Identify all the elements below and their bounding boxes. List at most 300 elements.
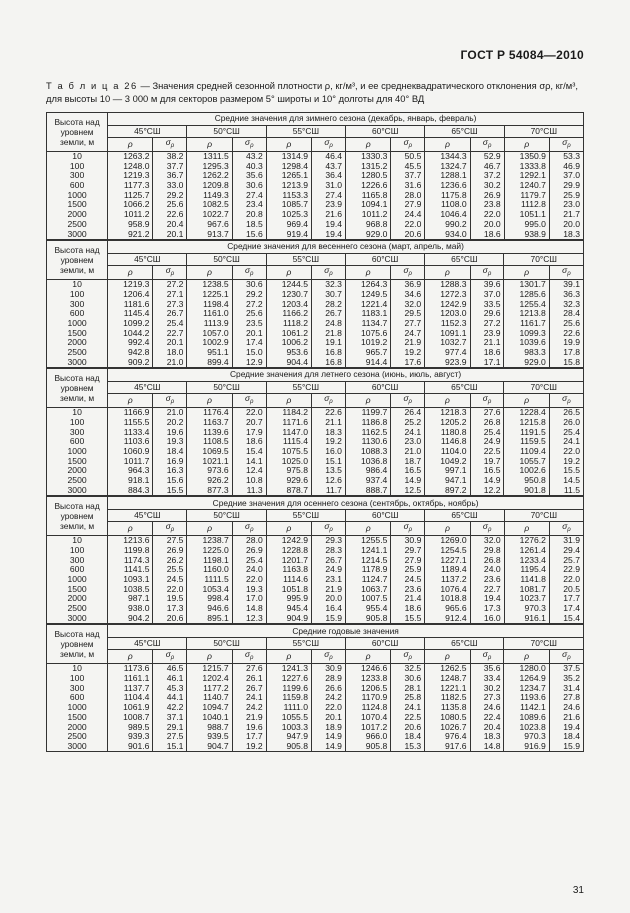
sigma-cell: 46.4 xyxy=(312,151,346,161)
rho-cell: 1288.3 xyxy=(425,280,470,290)
sigma-cell: 37.1 xyxy=(153,713,187,723)
rho-cell: 1069.5 xyxy=(187,447,232,457)
altitude-cell: 300 xyxy=(47,684,108,694)
altitude-cell: 2000 xyxy=(47,466,108,476)
altitude-cell: 2000 xyxy=(47,722,108,732)
rho-cell: 1176.4 xyxy=(187,408,232,418)
rho-cell: 953.6 xyxy=(266,348,311,358)
rho-cell: 1104.4 xyxy=(108,693,153,703)
rho-cell: 1093.1 xyxy=(108,575,153,585)
rho-cell: 912.4 xyxy=(425,614,470,624)
rho-cell: 938.0 xyxy=(108,604,153,614)
rho-cell: 878.7 xyxy=(266,486,311,496)
sigma-subscript: ρ xyxy=(408,142,413,149)
rho-cell: 1225.1 xyxy=(187,290,232,300)
sigma-cell: 22.0 xyxy=(391,220,425,230)
sigma-cell: 31.9 xyxy=(549,536,583,546)
sigma-subscript: ρ xyxy=(250,654,254,661)
altitude-cell: 100 xyxy=(47,546,108,556)
rho-cell: 1264.3 xyxy=(345,280,390,290)
rho-cell: 1234.7 xyxy=(504,684,549,694)
sigma-symbol: σ xyxy=(482,264,488,275)
sigma-subscript: ρ xyxy=(567,526,571,533)
sigma-subscript: ρ xyxy=(567,654,571,661)
rho-cell: 1104.0 xyxy=(425,447,470,457)
sigma-cell: 23.6 xyxy=(391,585,425,595)
sigma-symbol: σ xyxy=(244,648,251,659)
rho-cell: 1242.9 xyxy=(425,299,470,309)
altitude-cell: 600 xyxy=(47,693,108,703)
rho-cell: 965.7 xyxy=(345,348,390,358)
latitude-header: 70°СШ xyxy=(504,638,584,650)
rho-cell: 1206.5 xyxy=(345,684,390,694)
sigma-cell: 22.6 xyxy=(311,408,345,418)
rho-cell: 1159.8 xyxy=(266,693,311,703)
rho-header: ρ xyxy=(108,137,153,151)
rho-cell: 1109.4 xyxy=(504,447,549,457)
sigma-symbol: σ xyxy=(245,520,251,531)
sigma-symbol: σ xyxy=(482,520,488,531)
rho-cell: 939.5 xyxy=(187,732,232,742)
rho-cell: 929.0 xyxy=(504,358,549,368)
sigma-cell: 18.3 xyxy=(311,427,345,437)
latitude-header: 60°СШ xyxy=(345,638,424,650)
rho-cell: 1311.5 xyxy=(187,151,232,161)
sigma-header xyxy=(153,521,187,535)
rho-cell: 969.4 xyxy=(266,220,311,230)
sigma-cell: 19.4 xyxy=(549,722,583,732)
rho-cell: 1162.5 xyxy=(345,427,390,437)
rho-cell: 964.3 xyxy=(108,466,153,476)
sigma-cell: 30.9 xyxy=(391,536,425,546)
sigma-subscript: ρ xyxy=(170,526,175,533)
sigma-header xyxy=(470,137,504,151)
rho-cell: 1140.7 xyxy=(187,693,232,703)
sigma-cell: 19.5 xyxy=(153,594,187,604)
sigma-cell: 15.8 xyxy=(549,358,583,368)
rho-cell: 901.8 xyxy=(504,486,549,496)
rho-cell: 1066.2 xyxy=(108,200,153,210)
sigma-cell: 28.3 xyxy=(312,546,346,556)
sigma-cell: 24.0 xyxy=(470,565,504,575)
rho-cell: 1226.6 xyxy=(346,181,391,191)
latitude-header: 65°СШ xyxy=(425,638,504,650)
sigma-cell: 21.6 xyxy=(549,713,583,723)
table-section xyxy=(46,368,584,496)
rho-cell: 1161.0 xyxy=(187,309,232,319)
sigma-cell: 39.6 xyxy=(470,280,504,290)
sigma-cell: 30.2 xyxy=(470,684,504,694)
rho-cell: 1171.6 xyxy=(266,418,311,428)
sigma-cell: 46.5 xyxy=(153,664,187,674)
rho-header: ρ xyxy=(266,521,311,535)
rho-cell: 1170.9 xyxy=(345,693,390,703)
sigma-header xyxy=(232,137,266,151)
sigma-cell: 22.0 xyxy=(470,210,504,220)
sigma-subscript: ρ xyxy=(487,654,492,661)
rho-header: ρ xyxy=(108,649,153,663)
sigma-cell: 31.6 xyxy=(391,181,425,191)
rho-cell: 1280.0 xyxy=(504,664,549,674)
sigma-cell: 12.5 xyxy=(391,486,425,496)
sigma-cell: 37.0 xyxy=(549,171,583,181)
sigma-cell: 30.2 xyxy=(470,181,504,191)
rho-cell: 1221.1 xyxy=(425,684,470,694)
sigma-cell: 18.3 xyxy=(470,732,504,742)
rho-cell: 1219.3 xyxy=(108,280,153,290)
table-row xyxy=(47,713,584,723)
rho-cell: 1166.2 xyxy=(266,309,311,319)
rho-header: ρ xyxy=(345,649,390,663)
sigma-cell: 29.4 xyxy=(549,546,583,556)
sigma-subscript: ρ xyxy=(408,654,412,661)
rho-cell: 1189.4 xyxy=(425,565,470,575)
sigma-cell: 17.9 xyxy=(232,427,266,437)
section-title: Средние значения для летнего сезона (июнь, июль, август) xyxy=(108,369,584,382)
rho-cell: 1206.4 xyxy=(108,290,153,300)
rho-cell: 1063.7 xyxy=(346,585,391,595)
rho-cell: 1248.0 xyxy=(108,162,153,172)
rho-cell: 939.3 xyxy=(108,732,153,742)
sigma-cell: 20.0 xyxy=(549,220,583,230)
sigma-cell: 14.1 xyxy=(232,457,266,467)
altitude-cell: 100 xyxy=(47,162,108,172)
rho-cell: 1264.9 xyxy=(504,674,549,684)
sigma-cell: 21.0 xyxy=(153,358,187,368)
sigma-cell: 16.4 xyxy=(312,604,346,614)
rho-cell: 1201.7 xyxy=(266,556,311,566)
rho-cell: 899.4 xyxy=(187,358,232,368)
rho-cell: 950.8 xyxy=(504,476,549,486)
caption-line2: для высоты 10 — 3 000 м для секторов размером 5° широты и 10° долготы для 40° ВД xyxy=(46,92,425,104)
sigma-cell: 15.4 xyxy=(232,447,266,457)
sigma-symbol: σ xyxy=(165,136,171,147)
rho-cell: 1254.5 xyxy=(425,546,470,556)
rho-cell: 884.3 xyxy=(108,486,153,496)
sigma-cell: 26.7 xyxy=(312,556,346,566)
sigma-cell: 13.5 xyxy=(311,466,345,476)
sigma-cell: 18.6 xyxy=(470,229,504,239)
sigma-symbol: σ xyxy=(403,392,409,403)
rho-cell: 914.4 xyxy=(345,358,390,368)
rho-header: ρ xyxy=(425,137,470,151)
sigma-cell: 24.1 xyxy=(391,703,425,713)
sigma-cell: 24.2 xyxy=(311,693,345,703)
sigma-cell: 20.6 xyxy=(391,229,425,239)
sigma-cell: 20.1 xyxy=(232,328,266,338)
sigma-symbol: σ xyxy=(482,392,488,403)
rho-cell: 923.9 xyxy=(425,358,470,368)
rho-cell: 1025.3 xyxy=(266,210,311,220)
altitude-cell: 1500 xyxy=(47,585,108,595)
rho-cell: 1134.7 xyxy=(345,319,390,329)
sigma-cell: 45.3 xyxy=(153,684,187,694)
sigma-cell: 50.5 xyxy=(391,151,425,161)
rho-cell: 1198.4 xyxy=(187,299,232,309)
sigma-cell: 33.0 xyxy=(153,181,187,191)
rho-cell: 975.8 xyxy=(266,466,311,476)
sigma-cell: 14.9 xyxy=(470,476,504,486)
altitude-cell: 1500 xyxy=(47,200,108,210)
sigma-cell: 19.7 xyxy=(470,457,504,467)
altitude-cell: 100 xyxy=(47,674,108,684)
sigma-cell: 19.4 xyxy=(470,594,504,604)
standard-header: ГОСТ Р 54084—2010 xyxy=(460,48,584,62)
rho-cell: 905.8 xyxy=(346,614,391,624)
rho-cell: 1174.3 xyxy=(108,556,153,566)
table-row xyxy=(47,614,584,624)
rho-cell: 1125.7 xyxy=(108,191,153,201)
rho-cell: 1082.5 xyxy=(187,200,232,210)
sigma-cell: 26.5 xyxy=(549,408,583,418)
rho-cell: 1238.5 xyxy=(187,280,232,290)
latitude-header: 45°СШ xyxy=(108,510,187,522)
rho-cell: 1060.9 xyxy=(108,447,153,457)
rho-cell: 942.8 xyxy=(108,348,153,358)
sigma-cell: 46.9 xyxy=(549,162,583,172)
sigma-symbol: σ xyxy=(245,136,251,147)
sigma-symbol: σ xyxy=(403,648,409,659)
sigma-symbol: σ xyxy=(165,520,171,531)
sigma-header xyxy=(549,393,583,407)
rho-cell: 905.8 xyxy=(345,742,390,752)
table-section xyxy=(46,496,584,624)
sigma-cell: 20.1 xyxy=(153,229,187,239)
latitude-header: 65°СШ xyxy=(425,126,504,138)
sigma-header xyxy=(311,265,345,279)
rho-cell: 1044.2 xyxy=(108,328,153,338)
sigma-cell: 20.1 xyxy=(311,713,345,723)
rho-cell: 1075.6 xyxy=(345,328,390,338)
sigma-cell: 22.0 xyxy=(549,447,583,457)
altitude-cell: 300 xyxy=(47,299,108,309)
rho-cell: 1236.6 xyxy=(425,181,470,191)
sigma-cell: 18.4 xyxy=(153,447,187,457)
rho-cell: 1199.8 xyxy=(108,546,153,556)
sigma-cell: 21.1 xyxy=(470,338,504,348)
sigma-symbol: σ xyxy=(165,648,171,659)
rho-cell: 1111.0 xyxy=(266,703,311,713)
sigma-cell: 21.4 xyxy=(391,594,425,604)
rho-cell: 1135.8 xyxy=(425,703,470,713)
rho-cell: 1163.8 xyxy=(266,565,311,575)
sigma-cell: 24.4 xyxy=(391,210,425,220)
sigma-cell: 20.5 xyxy=(549,585,583,595)
rho-cell: 992.4 xyxy=(108,338,153,348)
sigma-subscript: ρ xyxy=(250,398,254,405)
rho-cell: 1225.0 xyxy=(187,546,232,556)
sigma-cell: 17.3 xyxy=(470,604,504,614)
sigma-subscript: ρ xyxy=(329,526,333,533)
rho-cell: 1023.7 xyxy=(504,594,549,604)
rho-cell: 1094.7 xyxy=(187,703,232,713)
latitude-header: 45°СШ xyxy=(108,126,187,138)
sigma-cell: 17.8 xyxy=(549,348,583,358)
latitude-header: 45°СШ xyxy=(108,638,187,650)
sigma-cell: 15.1 xyxy=(153,742,187,752)
rho-header: ρ xyxy=(266,137,311,151)
altitude-cell: 600 xyxy=(47,565,108,575)
latitude-header: 65°СШ xyxy=(425,510,504,522)
sigma-cell: 14.8 xyxy=(470,742,504,752)
sigma-cell: 42.2 xyxy=(153,703,187,713)
sigma-cell: 29.6 xyxy=(470,309,504,319)
rho-cell: 1080.5 xyxy=(425,713,470,723)
altitude-cell: 10 xyxy=(47,536,108,546)
sigma-cell: 17.4 xyxy=(549,604,583,614)
rho-cell: 1111.5 xyxy=(187,575,232,585)
rho-cell: 1011.7 xyxy=(108,457,153,467)
rho-header: ρ xyxy=(345,265,390,279)
rho-cell: 1242.9 xyxy=(266,536,311,546)
sigma-cell: 27.4 xyxy=(232,191,266,201)
rho-cell: 1228.4 xyxy=(504,408,549,418)
sigma-cell: 27.3 xyxy=(153,299,187,309)
rho-cell: 1133.4 xyxy=(108,427,153,437)
sigma-cell: 15.6 xyxy=(153,476,187,486)
sigma-header xyxy=(549,137,583,151)
sigma-cell: 43.2 xyxy=(232,151,266,161)
latitude-header: 60°СШ xyxy=(345,254,424,266)
rho-cell: 998.4 xyxy=(187,594,232,604)
rho-cell: 1146.8 xyxy=(425,437,470,447)
sigma-cell: 23.4 xyxy=(232,200,266,210)
rho-cell: 1025.0 xyxy=(266,457,311,467)
sigma-cell: 40.3 xyxy=(232,162,266,172)
altitude-cell: 10 xyxy=(47,280,108,290)
altitude-cell: 1000 xyxy=(47,191,108,201)
sigma-cell: 53.3 xyxy=(549,151,583,161)
sigma-cell: 27.8 xyxy=(549,693,583,703)
rho-cell: 1227.6 xyxy=(266,674,311,684)
sigma-header xyxy=(470,521,504,535)
rho-cell: 1181.6 xyxy=(108,299,153,309)
sigma-cell: 34.6 xyxy=(391,290,425,300)
altitude-cell: 100 xyxy=(47,290,108,300)
rho-cell: 1051.1 xyxy=(504,210,549,220)
latitude-header: 60°СШ xyxy=(346,126,425,138)
rho-cell: 987.1 xyxy=(108,594,153,604)
sigma-cell: 23.0 xyxy=(549,200,583,210)
sigma-cell: 14.9 xyxy=(311,732,345,742)
sigma-cell: 19.2 xyxy=(311,437,345,447)
altitude-header: Высота над уровнем земли, м xyxy=(47,497,108,536)
sigma-cell: 29.9 xyxy=(549,181,583,191)
sigma-cell: 25.9 xyxy=(391,565,425,575)
rho-cell: 1203.0 xyxy=(425,309,470,319)
rho-cell: 1324.7 xyxy=(425,162,470,172)
altitude-cell: 3000 xyxy=(47,614,108,624)
rho-cell: 904.7 xyxy=(187,742,232,752)
sigma-cell: 19.2 xyxy=(391,348,425,358)
sigma-cell: 32.3 xyxy=(311,280,345,290)
rho-cell: 1233.8 xyxy=(345,674,390,684)
rho-cell: 904.2 xyxy=(108,614,153,624)
rho-cell: 1314.9 xyxy=(266,151,311,161)
sigma-cell: 15.3 xyxy=(391,742,425,752)
sigma-cell: 25.4 xyxy=(549,427,583,437)
sigma-subscript: ρ xyxy=(170,270,175,277)
rho-cell: 1055.5 xyxy=(266,713,311,723)
rho-cell: 1301.7 xyxy=(504,280,549,290)
sigma-header xyxy=(232,521,266,535)
rho-cell: 1075.5 xyxy=(266,447,311,457)
sigma-cell: 27.6 xyxy=(232,664,266,674)
rho-header: ρ xyxy=(187,265,232,279)
sigma-header xyxy=(232,393,266,407)
sigma-cell: 22.4 xyxy=(470,713,504,723)
rho-cell: 1159.5 xyxy=(504,437,549,447)
latitude-header: 65°СШ xyxy=(425,254,504,266)
altitude-cell: 2000 xyxy=(47,338,108,348)
rho-cell: 1255.5 xyxy=(346,536,391,546)
rho-cell: 1241.3 xyxy=(266,664,311,674)
rho-cell: 1053.4 xyxy=(187,585,232,595)
rho-header: ρ xyxy=(187,393,232,407)
rho-cell: 990.2 xyxy=(425,220,470,230)
rho-cell: 1272.3 xyxy=(425,290,470,300)
rho-cell: 1262.2 xyxy=(187,171,232,181)
rho-cell: 1182.5 xyxy=(425,693,470,703)
rho-cell: 1238.7 xyxy=(187,536,232,546)
sigma-cell: 28.4 xyxy=(549,309,583,319)
rho-cell: 947.9 xyxy=(266,732,311,742)
sigma-cell: 35.6 xyxy=(470,664,504,674)
rho-header: ρ xyxy=(504,137,549,151)
sigma-cell: 18.3 xyxy=(549,229,583,239)
latitude-header: 45°СШ xyxy=(108,382,187,394)
sigma-cell: 16.5 xyxy=(470,466,504,476)
rho-cell: 934.0 xyxy=(425,229,470,239)
rho-cell: 1298.4 xyxy=(266,162,311,172)
rho-cell: 1103.6 xyxy=(108,437,153,447)
sigma-cell: 19.4 xyxy=(312,220,346,230)
rho-cell: 1161.1 xyxy=(108,674,153,684)
sigma-symbol: σ xyxy=(482,136,488,147)
sigma-header xyxy=(470,649,504,663)
sigma-cell: 35.2 xyxy=(549,674,583,684)
rho-cell: 995.0 xyxy=(504,220,549,230)
sigma-cell: 22.9 xyxy=(549,565,583,575)
sigma-subscript: ρ xyxy=(170,142,175,149)
sigma-header xyxy=(312,137,346,151)
rho-cell: 1091.1 xyxy=(425,328,470,338)
sigma-cell: 26.6 xyxy=(311,684,345,694)
sigma-cell: 24.6 xyxy=(470,703,504,713)
sigma-symbol: σ xyxy=(244,392,251,403)
rho-cell: 1139.6 xyxy=(187,427,232,437)
rho-cell: 1114.6 xyxy=(266,575,311,585)
sigma-cell: 20.6 xyxy=(391,722,425,732)
rho-cell: 1124.7 xyxy=(346,575,391,585)
rho-cell: 1177.2 xyxy=(187,684,232,694)
rho-cell: 1199.6 xyxy=(266,684,311,694)
rho-cell: 976.4 xyxy=(425,732,470,742)
rho-cell: 1057.0 xyxy=(187,328,232,338)
rho-cell: 977.4 xyxy=(425,348,470,358)
sigma-cell: 20.4 xyxy=(153,220,187,230)
rho-cell: 1230.7 xyxy=(266,290,311,300)
rho-cell: 877.3 xyxy=(187,486,232,496)
altitude-header: Высота над уровнем земли, м xyxy=(47,113,108,152)
rho-cell: 1333.8 xyxy=(504,162,549,172)
sigma-cell: 52.9 xyxy=(470,151,504,161)
rho-cell: 895.1 xyxy=(187,614,232,624)
altitude-cell: 1000 xyxy=(47,575,108,585)
sigma-cell: 10.8 xyxy=(232,476,266,486)
sigma-cell: 15.6 xyxy=(232,229,266,239)
rho-cell: 1350.9 xyxy=(504,151,549,161)
